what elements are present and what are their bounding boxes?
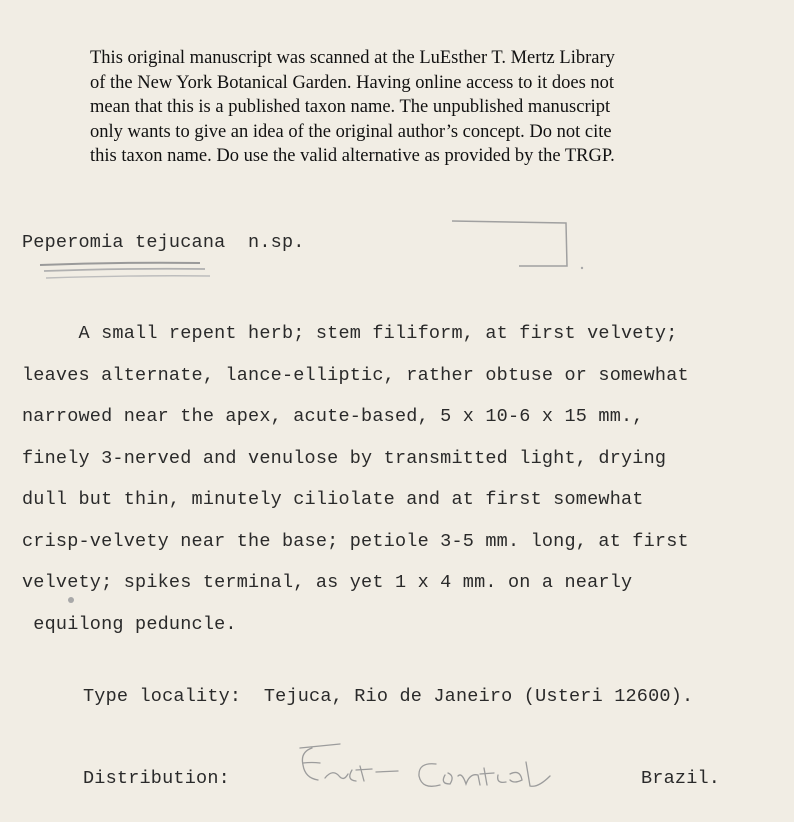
species-status: n.sp.	[248, 232, 305, 253]
description-line: velvety; spikes terminal, as yet 1 x 4 mm. on a nearly	[22, 572, 633, 593]
stray-dot	[68, 597, 74, 603]
description-line: finely 3-nerved and venulose by transmitted light, drying	[22, 447, 667, 469]
species-underline	[46, 276, 210, 278]
notice-line: of the New York Botanical Garden. Having online access to it does not	[90, 72, 615, 93]
distribution-label: Distribution:	[83, 768, 230, 789]
bracket-mark	[452, 221, 567, 266]
notice-line: mean that this is a published taxon name. The unpublished manuscript	[90, 97, 611, 117]
notice-line: This original manuscript was scanned at the LuEsther T. Mertz Library	[90, 48, 615, 68]
type-locality-value: Tejuca, Rio de Janeiro (Usteri 12600).	[263, 686, 694, 707]
notice-line: this taxon name. Do use the valid alternative as provided by the TRGP.	[90, 146, 615, 166]
description-line: A small repent herb; stem filiform, at first velvety;	[22, 323, 678, 344]
distribution-country: Brazil.	[641, 768, 721, 789]
description-line: leaves alternate, lance-elliptic, rather obtuse or somewhat	[22, 364, 689, 386]
notice-line: only wants to give an idea of the original author’s concept. Do not cite	[90, 121, 612, 142]
stray-dot	[581, 267, 583, 269]
description-line: crisp-velvety near the base; petiole 3-5 mm. long, at first	[22, 530, 689, 552]
description-line: equilong peduncle.	[22, 613, 237, 635]
description-line: narrowed near the apex, acute-based, 5 x 10-6 x 15 mm.,	[22, 406, 644, 427]
description-line: dull but thin, minutely ciliolate and at first somewhat	[22, 489, 644, 510]
type-locality-label: Type locality:	[83, 686, 242, 707]
species-underline	[40, 263, 200, 265]
species-underline	[44, 269, 205, 271]
species-name: Peperomia tejucana	[22, 232, 226, 253]
handwritten-note	[300, 744, 550, 786]
